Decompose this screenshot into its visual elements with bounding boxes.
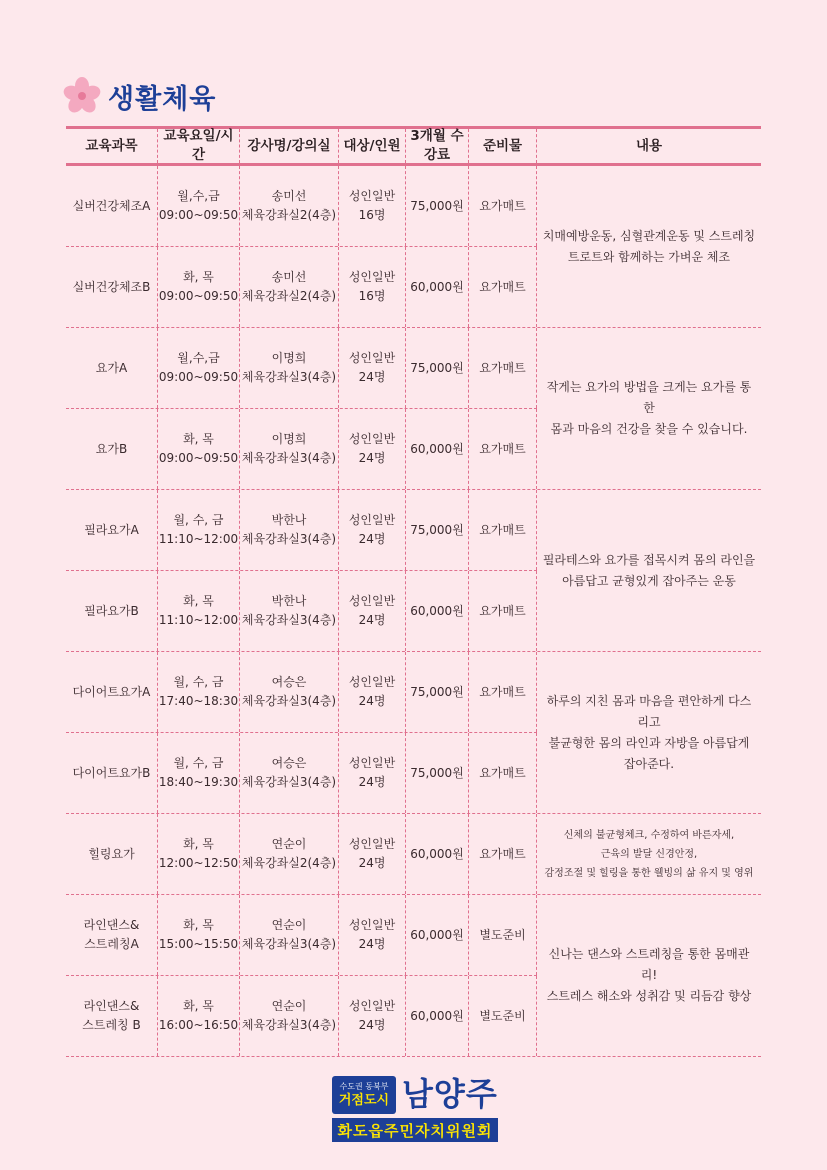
instructor-cell	[240, 166, 339, 246]
target-line: 16명	[358, 208, 386, 222]
instructor-line: 체육강좌실3(4층)	[241, 775, 337, 789]
page-title: 생활체육	[108, 83, 217, 115]
subject-cell	[66, 166, 158, 246]
description-cell	[537, 652, 761, 813]
course-rows	[66, 814, 537, 894]
table-row	[66, 814, 537, 894]
target-cell	[339, 814, 406, 894]
time-cell	[158, 571, 240, 651]
subject-line: 라인댄스&	[83, 918, 140, 932]
instructor-line: 체육강좌실3(4층)	[241, 532, 337, 546]
subject-line: 요가A	[95, 360, 128, 375]
instructor-line: 연순이	[271, 837, 307, 851]
time-line: 09:00~09:50	[158, 289, 239, 303]
course-group	[66, 814, 761, 895]
course-group	[66, 328, 761, 490]
table-row	[66, 246, 537, 327]
prep-cell: 요가매트	[469, 814, 537, 894]
instructor-line: 체육강좌실2(4층)	[241, 208, 337, 222]
instructor-cell	[240, 409, 339, 489]
prep-cell: 요가매트	[469, 328, 537, 408]
course-group	[66, 895, 761, 1057]
course-rows	[66, 895, 537, 1056]
flower-icon	[62, 76, 102, 116]
description-line: 필라테스와 요가를 접목시켜 몸의 라인을	[542, 552, 756, 567]
subject-line: 요가B	[95, 441, 128, 456]
description-line: 감정조절 및 힐링을 통한 웰빙의 삶 유지 및 영위	[544, 867, 754, 879]
prep-cell: 요가매트	[469, 409, 537, 489]
subject-cell	[66, 409, 158, 489]
instructor-line: 체육강좌실3(4층)	[241, 613, 337, 627]
instructor-cell	[240, 247, 339, 327]
header-description: 내용	[635, 137, 663, 154]
target-line: 24명	[358, 775, 386, 789]
target-line: 성인일반	[348, 675, 396, 689]
time-line: 11:10~12:00	[158, 613, 239, 627]
prep-cell: 요가매트	[469, 166, 537, 246]
subject-cell	[66, 895, 158, 975]
course-rows	[66, 166, 537, 327]
instructor-line: 송미선	[271, 270, 307, 284]
table-row	[66, 166, 537, 246]
target-line: 성인일반	[348, 756, 396, 770]
subject-cell	[66, 490, 158, 570]
target-cell	[339, 733, 406, 813]
instructor-cell	[240, 652, 339, 732]
time-line: 11:10~12:00	[158, 532, 239, 546]
instructor-line: 연순이	[271, 918, 307, 932]
course-group	[66, 166, 761, 328]
time-cell	[158, 490, 240, 570]
instructor-line: 체육강좌실3(4층)	[241, 694, 337, 708]
description-cell	[537, 490, 761, 651]
instructor-line: 송미선	[271, 189, 307, 203]
instructor-line: 박한나	[271, 513, 307, 527]
course-rows	[66, 490, 537, 651]
table-row	[66, 895, 537, 975]
instructor-line: 체육강좌실3(4층)	[241, 370, 337, 384]
instructor-cell	[240, 733, 339, 813]
time-line: 월, 수, 금	[173, 756, 224, 770]
prep-cell: 요가매트	[469, 490, 537, 570]
prep-cell: 요가매트	[469, 652, 537, 732]
subject-cell	[66, 571, 158, 651]
table-row	[66, 490, 537, 570]
course-rows	[66, 652, 537, 813]
fee-cell: 75,000원	[406, 490, 469, 570]
city-badge	[332, 1076, 396, 1114]
subject-line: 실버건강체조A	[72, 198, 151, 213]
time-line: 09:00~09:50	[158, 208, 239, 222]
course-group	[66, 652, 761, 814]
prep-cell: 요가매트	[469, 733, 537, 813]
description-cell	[537, 814, 761, 894]
description-line: 신체의 불균형체크, 수정하여 바른자세,	[563, 829, 735, 841]
target-line: 24명	[358, 451, 386, 465]
table-row	[66, 328, 537, 408]
time-line: 09:00~09:50	[158, 370, 239, 384]
header-time: 교육요일/시간	[158, 129, 240, 163]
fee-cell: 75,000원	[406, 733, 469, 813]
fee-cell: 75,000원	[406, 328, 469, 408]
fee-cell: 60,000원	[406, 409, 469, 489]
subject-cell	[66, 652, 158, 732]
description-line: 치매예방운동, 심혈관계운동 및 스트레칭	[542, 228, 756, 243]
instructor-line: 체육강좌실3(4층)	[241, 937, 337, 951]
fee-cell: 60,000원	[406, 895, 469, 975]
time-line: 화, 목	[183, 594, 214, 608]
instructor-line: 체육강좌실2(4층)	[241, 289, 337, 303]
table-row	[66, 408, 537, 489]
time-line: 12:00~12:50	[158, 856, 239, 870]
time-line: 16:00~16:50	[158, 1018, 239, 1032]
description-line: 근육의 발달 신경안정,	[600, 848, 698, 860]
header-prep: 준비물	[469, 129, 537, 163]
instructor-cell	[240, 976, 339, 1056]
instructor-line: 여승은	[271, 756, 307, 770]
description-line: 하루의 지친 몸과 마음을 편안하게 다스리고	[546, 693, 752, 729]
target-cell	[339, 409, 406, 489]
instructor-line: 박한나	[271, 594, 307, 608]
instructor-line: 이명희	[271, 432, 307, 446]
subject-line: 필라요가A	[84, 522, 139, 537]
target-cell	[339, 895, 406, 975]
target-line: 성인일반	[348, 918, 396, 932]
prep-cell: 요가매트	[469, 571, 537, 651]
table-header	[66, 126, 761, 166]
subject-line: 다이어트요가B	[72, 765, 151, 780]
description-cell	[537, 328, 761, 489]
target-line: 성인일반	[348, 189, 396, 203]
subject-line: 다이어트요가A	[72, 684, 151, 699]
table-body	[66, 166, 761, 1057]
description-cell	[537, 166, 761, 327]
instructor-line: 연순이	[271, 999, 307, 1013]
footer-logo	[332, 1076, 498, 1142]
description-line: 불균형한 몸의 라인과 자방을 아름답게 잡아준다.	[548, 735, 750, 771]
target-line: 24명	[358, 613, 386, 627]
description-line: 몸과 마음의 건강을 찾을 수 있습니다.	[550, 422, 748, 436]
target-line: 성인일반	[348, 351, 396, 365]
subject-line: 스트레칭A	[84, 937, 139, 951]
badge-line2: 거점도시	[338, 1093, 390, 1108]
instructor-cell	[240, 328, 339, 408]
time-line: 화, 목	[183, 999, 214, 1013]
fee-cell: 60,000원	[406, 976, 469, 1056]
fee-cell: 75,000원	[406, 166, 469, 246]
prep-cell: 별도준비	[469, 976, 537, 1056]
target-line: 16명	[358, 289, 386, 303]
target-line: 24명	[358, 1018, 386, 1032]
fee-cell: 60,000원	[406, 814, 469, 894]
description-line: 아름답고 균형있게 잡아주는 운동	[562, 573, 736, 588]
time-line: 월,수,금	[177, 189, 220, 203]
target-line: 성인일반	[348, 513, 396, 527]
fee-cell: 60,000원	[406, 247, 469, 327]
time-line: 18:40~19:30	[158, 775, 239, 789]
course-rows	[66, 328, 537, 489]
time-cell	[158, 733, 240, 813]
time-line: 월, 수, 금	[173, 675, 224, 689]
time-cell	[158, 247, 240, 327]
instructor-cell	[240, 490, 339, 570]
time-line: 화, 목	[183, 432, 214, 446]
target-line: 성인일반	[348, 837, 396, 851]
time-cell	[158, 976, 240, 1056]
prep-cell: 별도준비	[469, 895, 537, 975]
instructor-line: 이명희	[271, 351, 307, 365]
target-line: 24명	[358, 370, 386, 384]
description-line: 신나는 댄스와 스트레칭을 통한 몸매관리!	[548, 947, 750, 982]
target-line: 24명	[358, 532, 386, 546]
target-cell	[339, 328, 406, 408]
target-cell	[339, 166, 406, 246]
time-line: 화, 목	[183, 918, 214, 932]
header-subject: 교육과목	[66, 129, 158, 163]
time-cell	[158, 328, 240, 408]
target-line: 24명	[358, 694, 386, 708]
instructor-line: 여승은	[271, 675, 307, 689]
subject-line: 필라요가B	[84, 603, 139, 618]
subject-line: 라인댄스&	[83, 999, 140, 1013]
time-cell	[158, 895, 240, 975]
fee-cell: 75,000원	[406, 652, 469, 732]
table-row	[66, 975, 537, 1056]
description-line: 작게는 요가의 방법을 크게는 요가를 통한	[546, 380, 752, 415]
time-cell	[158, 166, 240, 246]
badge-line1: 수도권 동북부	[339, 1082, 389, 1091]
city-name: 남양주	[402, 1075, 498, 1113]
time-line: 화, 목	[183, 837, 214, 851]
time-line: 15:00~15:50	[158, 937, 239, 951]
prep-cell: 요가매트	[469, 247, 537, 327]
target-cell	[339, 490, 406, 570]
table-row	[66, 652, 537, 732]
table-row	[66, 732, 537, 813]
description-cell	[537, 895, 761, 1056]
instructor-cell	[240, 814, 339, 894]
table-row	[66, 570, 537, 651]
section-title-area	[62, 76, 216, 116]
time-line: 화, 목	[183, 270, 214, 284]
schedule-table	[66, 126, 761, 1057]
target-line: 성인일반	[348, 432, 396, 446]
time-cell	[158, 652, 240, 732]
subject-cell	[66, 733, 158, 813]
time-line: 09:00~09:50	[158, 451, 239, 465]
committee-name: 화도읍주민자치위원회	[332, 1118, 498, 1142]
subject-line: 스트레칭 B	[82, 1018, 141, 1032]
target-cell	[339, 571, 406, 651]
target-cell	[339, 976, 406, 1056]
target-line: 성인일반	[348, 594, 396, 608]
fee-cell: 60,000원	[406, 571, 469, 651]
header-instructor: 강사명/강의실	[240, 129, 339, 163]
instructor-line: 체육강좌실3(4층)	[241, 1018, 337, 1032]
subject-cell	[66, 976, 158, 1056]
time-cell	[158, 409, 240, 489]
subject-line: 힐링요가	[88, 846, 135, 861]
time-line: 월,수,금	[177, 351, 220, 365]
subject-cell	[66, 328, 158, 408]
instructor-cell	[240, 571, 339, 651]
target-cell	[339, 652, 406, 732]
target-line: 24명	[358, 937, 386, 951]
target-line: 24명	[358, 856, 386, 870]
course-group	[66, 490, 761, 652]
time-cell	[158, 814, 240, 894]
time-line: 17:40~18:30	[158, 694, 239, 708]
instructor-line: 체육강좌실2(4층)	[241, 856, 337, 870]
instructor-line: 체육강좌실3(4층)	[241, 451, 337, 465]
target-line: 성인일반	[348, 999, 396, 1013]
time-line: 월, 수, 금	[173, 513, 224, 527]
header-target: 대상/인원	[339, 129, 406, 163]
description-line: 스트레스 해소와 성취감 및 리듬감 향상	[546, 989, 752, 1003]
target-line: 성인일반	[348, 270, 396, 284]
subject-cell	[66, 247, 158, 327]
subject-line: 실버건강체조B	[72, 279, 151, 294]
target-cell	[339, 247, 406, 327]
subject-cell	[66, 814, 158, 894]
description-line: 트로트와 함께하는 가벼운 체조	[567, 249, 731, 264]
instructor-cell	[240, 895, 339, 975]
header-fee: 3개월 수강료	[406, 129, 469, 163]
